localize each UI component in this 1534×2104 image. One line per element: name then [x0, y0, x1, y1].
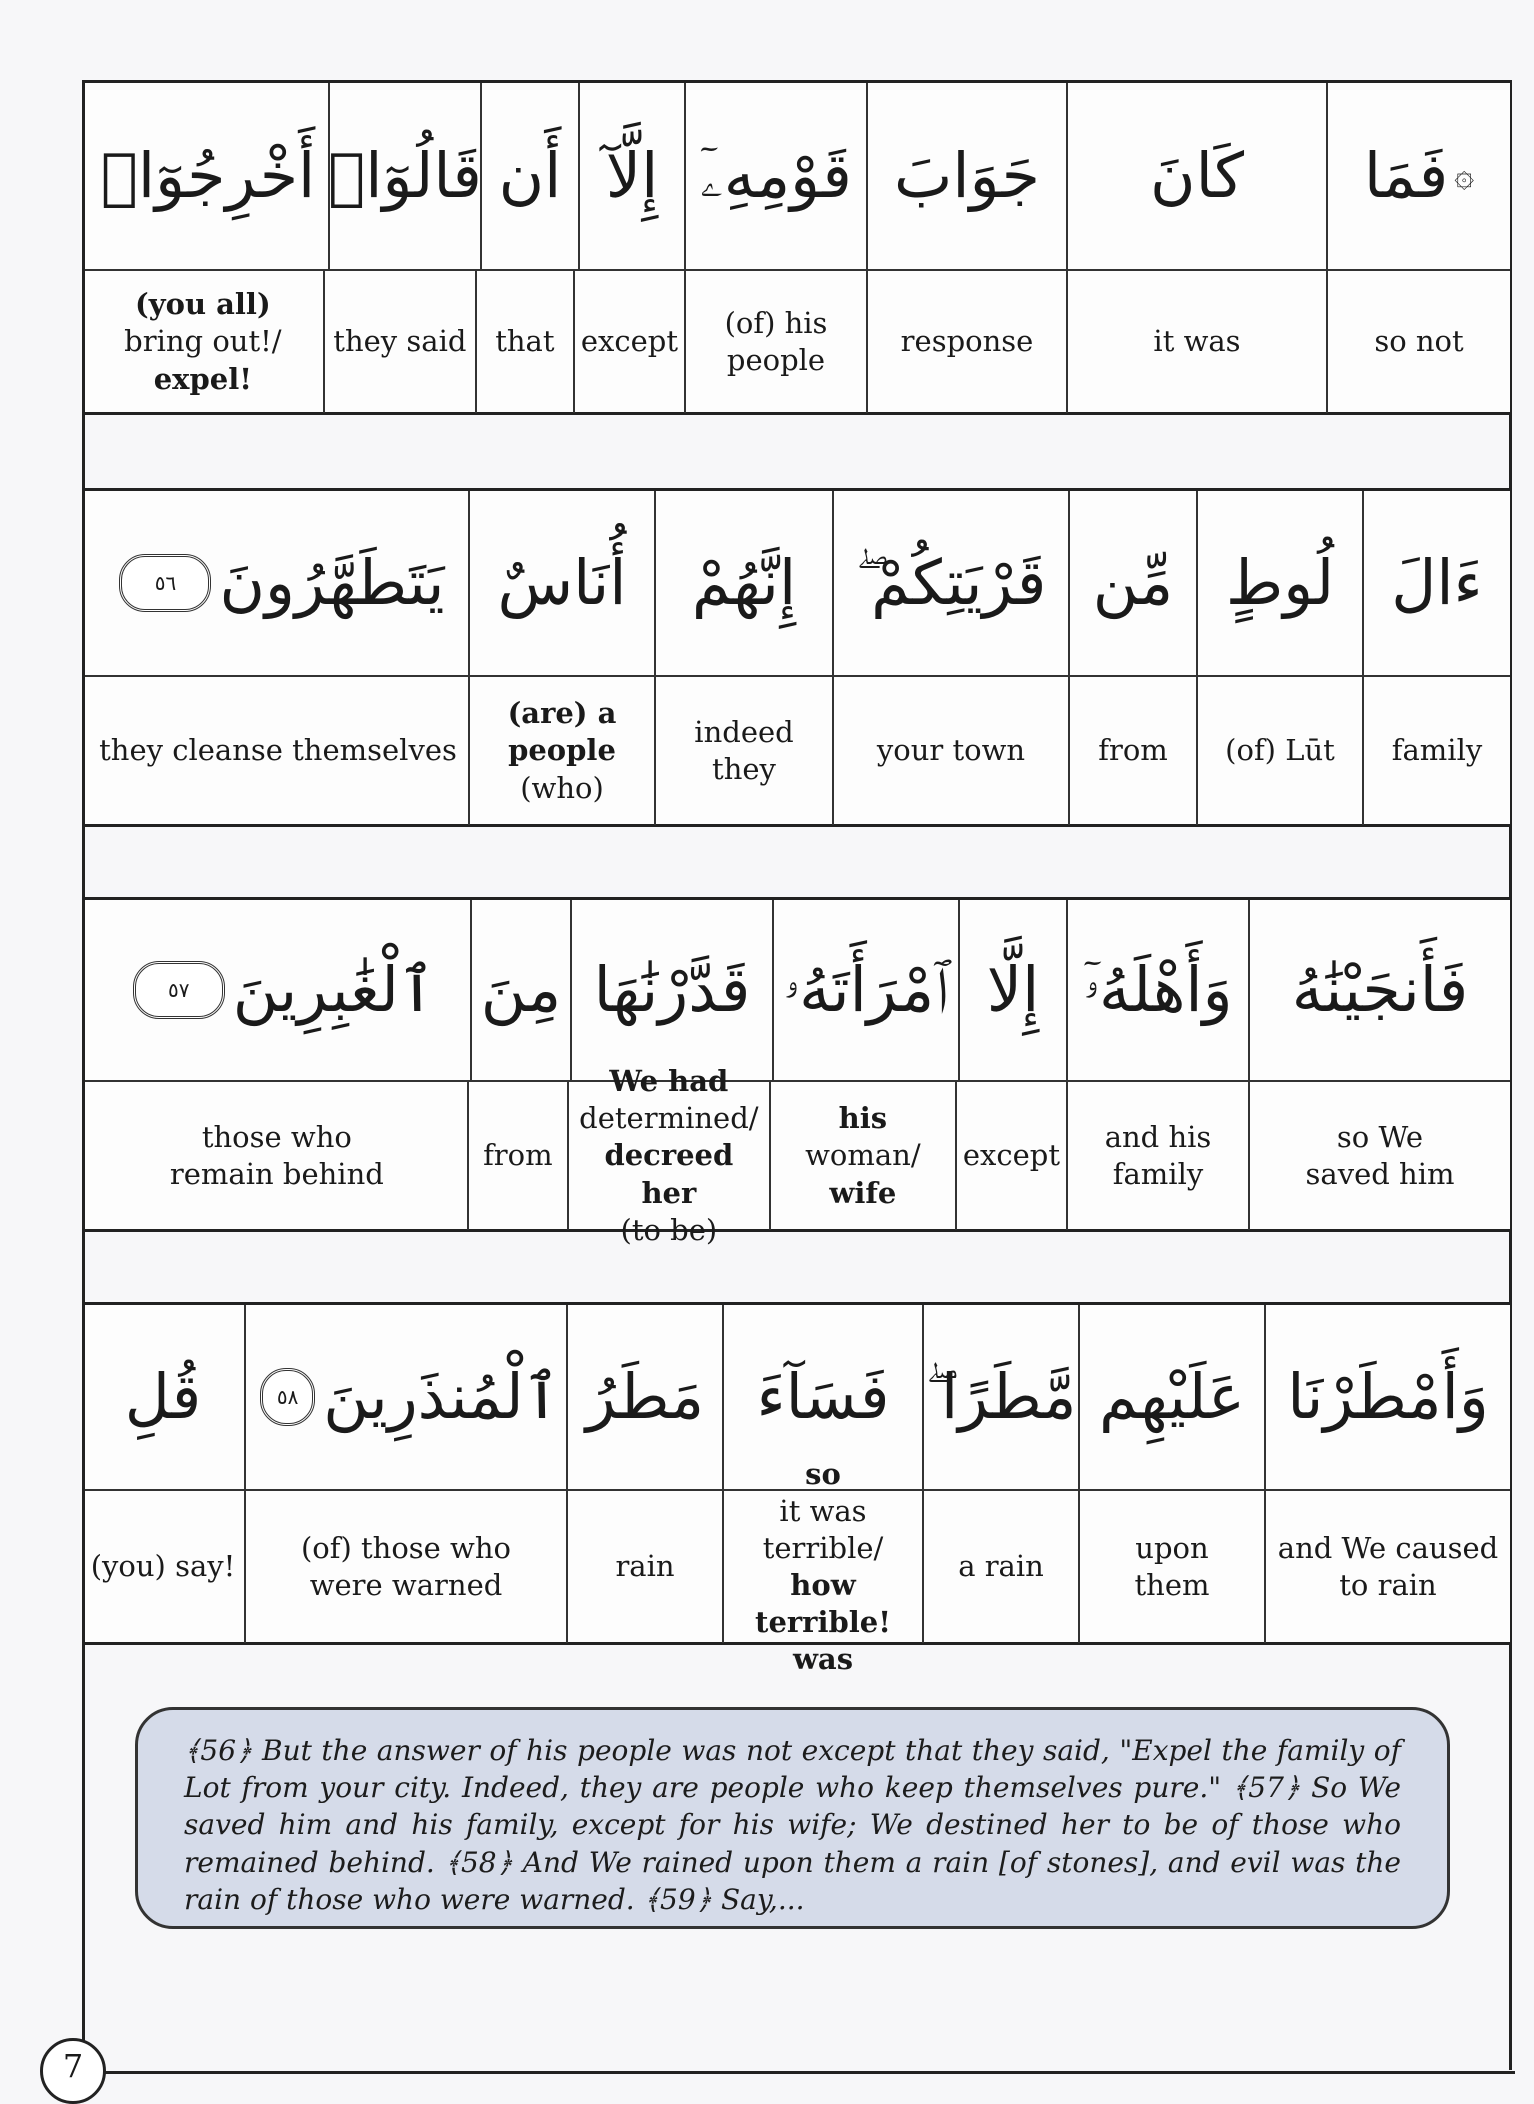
meaning-line: response	[900, 324, 1034, 359]
meaning-line: they said	[333, 324, 467, 359]
meaning-line: so We	[1336, 1119, 1424, 1154]
arabic-word	[578, 83, 684, 269]
meaning-line: except	[962, 1138, 1060, 1173]
verse-bracket-icon: ﴿	[1283, 1771, 1301, 1805]
meaning-line: they cleanse themselves	[99, 733, 457, 768]
english-row	[85, 1456, 1510, 1677]
meaning-line: (who)	[520, 770, 604, 805]
translation-segment: And We rained upon them a rain [of stones], and evil was the rain of those who were warned.	[184, 1845, 1402, 1916]
arabic-word	[772, 900, 958, 1080]
meaning-line: your town	[876, 733, 1026, 768]
meaning-line: they	[712, 752, 776, 786]
arabic-text: أُنَاسٌ	[497, 545, 627, 619]
english-meaning	[832, 677, 1068, 825]
arabic-word	[82, 1305, 244, 1489]
arabic-word	[958, 900, 1066, 1080]
rub-el-hizb-icon: ۞	[1454, 155, 1475, 196]
arabic-row	[85, 83, 1510, 271]
verse-bracket-icon: ﴾	[444, 1845, 461, 1879]
english-meaning	[468, 677, 654, 825]
arabic-text: أَن	[498, 138, 562, 212]
meaning-line: (of) Lūt	[1225, 733, 1335, 768]
arabic-text: مِنَ	[480, 952, 562, 1026]
meaning-line: people	[726, 343, 826, 377]
arabic-word	[480, 83, 578, 269]
english-meaning	[1066, 1082, 1248, 1230]
verse-number: 59	[660, 1882, 696, 1916]
translation-segment: Say,...	[712, 1882, 805, 1916]
arabic-text: قَدَّرْنَٰهَا	[593, 952, 751, 1026]
meaning-line: and We caused	[1277, 1530, 1499, 1565]
arabic-text: عَلَيْهِم	[1098, 1359, 1246, 1433]
arabic-text: مِّن	[1092, 545, 1174, 619]
english-meaning	[573, 271, 684, 413]
meaning-line: We had	[609, 1064, 729, 1099]
meaning-line: saved him	[1305, 1157, 1455, 1191]
meaning-line: terrible! was	[755, 1605, 891, 1677]
english-meaning	[467, 1082, 567, 1230]
meaning-line: from	[1098, 733, 1168, 768]
meaning-line: terrible/	[762, 1530, 884, 1565]
arabic-text: كَانَ	[1150, 138, 1244, 212]
meaning-line: how	[790, 1568, 856, 1602]
word-table-3	[85, 897, 1510, 1247]
english-meaning	[566, 1491, 722, 1643]
page-number: 7	[40, 2038, 106, 2104]
verse-number: 58	[460, 1845, 497, 1879]
arabic-text: إِنَّهُمْ	[691, 545, 797, 619]
arabic-text: مَطَرُ	[585, 1359, 705, 1433]
arabic-text: ءَالَ	[1391, 545, 1483, 619]
meaning-line: (you) say!	[90, 1549, 236, 1584]
meaning-line: (are) a	[507, 696, 617, 731]
english-meaning	[1066, 271, 1326, 413]
translation-box	[135, 1707, 1450, 1929]
english-meaning	[922, 1491, 1078, 1643]
arabic-word	[1362, 491, 1510, 675]
english-meaning	[244, 1491, 566, 1643]
arabic-word	[654, 491, 832, 675]
arabic-text: إِلَّا	[986, 952, 1040, 1026]
arabic-word	[1066, 900, 1248, 1080]
arabic-word	[832, 491, 1068, 675]
verse-bracket-icon: ﴾	[643, 1882, 660, 1916]
arabic-text: مَّطَرًا ۖ	[925, 1359, 1077, 1433]
meaning-line: it was	[1153, 324, 1241, 359]
meaning-line: woman/	[805, 1138, 921, 1173]
english-meaning	[1362, 677, 1510, 825]
english-meaning	[722, 1456, 922, 1677]
arabic-text: فَسَآءَ	[756, 1359, 890, 1433]
meaning-line: decreed her	[604, 1138, 734, 1210]
english-meaning	[1078, 1491, 1264, 1643]
meaning-line: people	[508, 733, 616, 768]
arabic-word	[1078, 1305, 1264, 1489]
english-meaning	[82, 1491, 244, 1643]
verse-bracket-icon: ﴾	[184, 1734, 201, 1767]
meaning-line: rain	[615, 1549, 675, 1584]
english-meaning	[88, 677, 468, 825]
english-meaning	[955, 1082, 1066, 1230]
arabic-word	[1066, 83, 1326, 269]
arabic-word	[1196, 491, 1362, 675]
verse-end-marker: ٥٦	[119, 554, 211, 612]
meaning-line: remain behind	[169, 1157, 384, 1191]
english-meaning	[684, 271, 866, 413]
arabic-text: ٱلْمُنذَرِينَ	[323, 1359, 560, 1433]
arabic-word	[470, 900, 570, 1080]
meaning-line: (to be)	[620, 1212, 718, 1247]
verse-end-marker: ٥٨	[260, 1368, 315, 1426]
meaning-line: (of) those who	[300, 1530, 512, 1565]
meaning-line: expel!	[153, 361, 252, 396]
arabic-text: قَالُوٓا۟	[328, 138, 482, 212]
arabic-text: إِلَّآ	[605, 138, 659, 212]
arabic-text: قُلِ	[124, 1359, 202, 1433]
english-row	[85, 271, 1510, 413]
arabic-word	[88, 491, 468, 675]
meaning-line: and his	[1104, 1119, 1212, 1154]
verse-number: 56	[200, 1734, 237, 1767]
word-table-2	[85, 488, 1510, 827]
meaning-line: it was	[779, 1493, 867, 1528]
meaning-line: (you all)	[135, 287, 271, 322]
meaning-line: so not	[1374, 324, 1464, 359]
word-table-1	[85, 80, 1510, 415]
english-meaning	[654, 677, 832, 825]
arabic-text: ٱلْغَٰبِرِينَ	[232, 952, 436, 1026]
word-table-4	[85, 1302, 1510, 1677]
arabic-word	[1326, 83, 1510, 269]
meaning-line: to rain	[1339, 1568, 1437, 1602]
verse-bracket-icon: ﴿	[496, 1845, 514, 1879]
english-meaning	[1196, 677, 1362, 825]
meaning-line: a rain	[958, 1549, 1044, 1584]
arabic-text: وَأَمْطَرْنَا	[1287, 1359, 1489, 1433]
verse-bracket-icon: ﴾	[1231, 1771, 1249, 1805]
arabic-word	[1264, 1305, 1510, 1489]
meaning-line: his	[838, 1101, 888, 1136]
arabic-word	[468, 491, 654, 675]
arabic-word	[566, 1305, 722, 1489]
meaning-line: from	[483, 1138, 553, 1173]
arabic-word	[866, 83, 1066, 269]
meaning-line: family	[1391, 733, 1483, 768]
english-meaning	[83, 271, 323, 413]
arabic-text: فَأَنجَيْنَٰهُ	[1291, 952, 1469, 1026]
arabic-word	[570, 900, 772, 1080]
arabic-word	[328, 83, 480, 269]
arabic-text: ٱمْرَأَتَهُۥ	[783, 952, 949, 1026]
english-meaning	[866, 271, 1066, 413]
meaning-line: those who	[201, 1119, 352, 1154]
arabic-text: وَأَهْلَهُۥٓ	[1083, 952, 1233, 1026]
meaning-line: family	[1112, 1157, 1204, 1191]
english-meaning	[1248, 1082, 1510, 1230]
meaning-line: (of) his	[724, 305, 828, 340]
arabic-word	[922, 1305, 1078, 1489]
meaning-line: so	[805, 1456, 841, 1491]
arabic-word	[684, 83, 866, 269]
arabic-text: قَرْيَتِكُمْ ۖ	[855, 545, 1047, 619]
verse-bracket-icon: ﴿	[695, 1882, 713, 1916]
meaning-line: determined/	[579, 1101, 759, 1136]
arabic-text: جَوَابَ	[894, 138, 1040, 212]
english-meaning	[567, 1064, 769, 1247]
meaning-line: them	[1134, 1568, 1210, 1602]
arabic-word	[244, 1305, 566, 1489]
meaning-line: indeed	[694, 714, 794, 749]
english-meaning	[1326, 271, 1510, 413]
verse-end-marker: ٥٧	[133, 961, 225, 1019]
translation-text	[184, 1732, 1401, 1918]
arabic-text: قَوْمِهِۦٓ	[700, 138, 852, 212]
arabic-text: يَتَطَهَّرُونَ	[219, 545, 445, 619]
translation-segment: But the answer of his people was not except that they said, "Expel the family of Lot from your city. Indeed, they are people who keep themselves pure."	[184, 1734, 1401, 1805]
arabic-row	[85, 491, 1510, 677]
english-row	[85, 677, 1510, 825]
meaning-line: bring out!/	[124, 324, 282, 359]
english-meaning	[1264, 1491, 1510, 1643]
meaning-line: upon	[1135, 1530, 1209, 1565]
arabic-text: فَمَا	[1363, 138, 1449, 212]
arabic-text: لُوطٍ	[1225, 545, 1335, 619]
meaning-line: were warned	[309, 1568, 503, 1602]
bottom-rule	[105, 2071, 1515, 2074]
english-meaning	[323, 271, 475, 413]
verse-number: 57	[1248, 1771, 1284, 1805]
meaning-line: that	[495, 324, 555, 359]
translation-segment: So We saved him and his family, except for his wife; We destined her to be of those who remained behind.	[184, 1771, 1401, 1879]
meaning-line: wife	[829, 1175, 897, 1210]
arabic-text: أَخْرِجُوٓا۟	[100, 138, 316, 212]
arabic-word	[1068, 491, 1196, 675]
meaning-line: except	[580, 324, 678, 359]
english-meaning	[475, 271, 573, 413]
english-meaning	[769, 1082, 955, 1230]
arabic-word	[88, 83, 328, 269]
english-meaning	[1068, 677, 1196, 825]
verse-bracket-icon: ﴿	[236, 1734, 253, 1767]
arabic-row	[85, 900, 1510, 1082]
arabic-word	[1248, 900, 1510, 1080]
english-meaning	[87, 1082, 467, 1230]
arabic-word	[90, 900, 470, 1080]
english-row	[85, 1064, 1510, 1247]
